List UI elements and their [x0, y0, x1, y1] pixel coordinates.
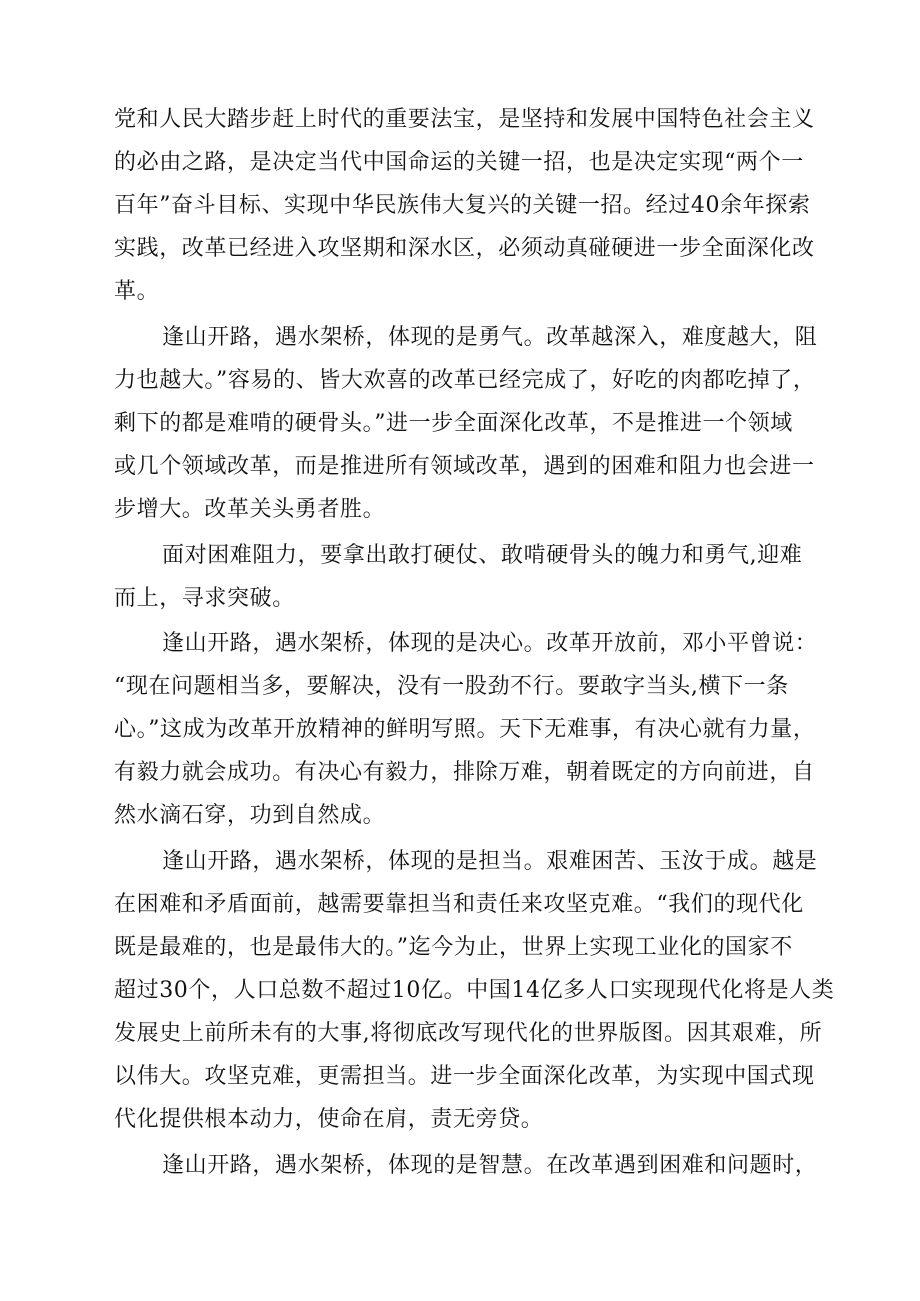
text-line: 既是最难的，也是最伟大的。”迄今为止，世界上实现工业化的国家不 [114, 935, 793, 960]
text-line: 革。 [114, 279, 160, 304]
text-line: 而上，寻求突破。 [114, 586, 295, 611]
text-line: “现在问题相当多，要解决，没有一股劲不行。要敢字当头,横下一条 [114, 674, 789, 699]
text-line: 步增大。改革关头勇者胜。 [114, 497, 386, 522]
text-line: 百年”奋斗目标、实现中华民族伟大复兴的关键一招。经过40余年探索 [114, 193, 811, 218]
text-line: 在困难和矛盾面前，越需要靠担当和责任来攻坚克难。“我们的现代化 [114, 892, 804, 917]
text-line: 逢山开路，遇水架桥，体现的是勇气。改革越深入，难度越大，阻 [162, 325, 818, 350]
text-line: 逢山开路，遇水架桥，体现的是决心。改革开放前，邓小平曾说： [162, 631, 818, 656]
text-line: 剩下的都是难啃的硬骨头。”进一步全面深化改革，不是推进一个领域 [114, 411, 793, 436]
text-line: 然水滴石穿，功到自然成。 [114, 803, 386, 828]
text-line: 发展史上前所未有的大事,将彻底改写现代化的世界版图。因其艰难，所 [114, 1021, 823, 1046]
text-line: 心。”这成为改革开放精神的鲜明写照。天下无难事，有决心就有力量， [114, 717, 816, 742]
text-line: 党和人民大踏步赶上时代的重要法宝，是坚持和发展中国特色社会主义 [114, 107, 815, 132]
text-line: 以伟大。攻坚克难，更需担当。进一步全面深化改革，为实现中国式现 [114, 1064, 815, 1089]
text-line: 或几个领域改革，而是推进所有领域改革，遇到的困难和阻力也会进一 [114, 454, 815, 479]
text-line: 力也越大。”容易的、皆大欢喜的改革已经完成了，好吃的肉都吃掉了， [114, 368, 816, 393]
text-line: 逢山开路，遇水架桥，体现的是智慧。在改革遇到困难和问题时， [162, 1153, 818, 1178]
text-line: 有毅力就会成功。有决心有毅力，排除万难，朝着既定的方向前进，自 [114, 760, 815, 785]
text-line: 面对困难阻力，要拿出敢打硬仗、敢啃硬骨头的魄力和勇气,迎难 [162, 543, 803, 568]
text-line: 代化提供根本动力，使命在肩，责无旁贷。 [114, 1107, 544, 1132]
text-line: 实践，改革已经进入攻坚期和深水区，必须动真碰硬进一步全面深化改 [114, 236, 815, 261]
text-line: 逢山开路，遇水架桥，体现的是担当。艰难困苦、玉汝于成。越是 [162, 849, 818, 874]
text-line: 的必由之路，是决定当代中国命运的关键一招，也是决定实现“两个一 [114, 150, 804, 175]
text-line: 超过30个，人口总数不超过10亿。中国14亿多人口实现现代化将是人类 [114, 978, 835, 1003]
